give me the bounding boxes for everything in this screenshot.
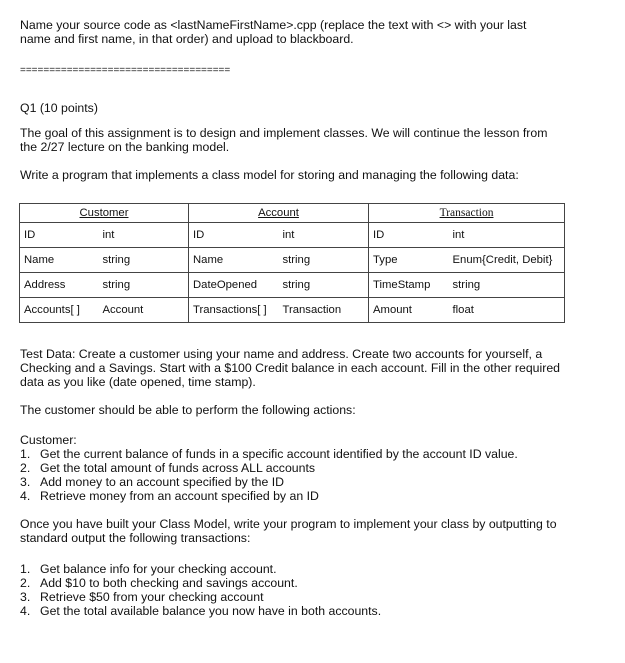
table-cell: Account [99,298,189,323]
table-cell: Name [189,248,279,273]
table-cell: float [449,298,565,323]
actions-intro: The customer should be able to perform the following actions: [20,403,356,417]
header-customer: Customer [20,204,189,223]
list-item: 1. Get the current balance of funds in a specific account identified by the account ID value. [20,447,518,461]
table-cell: string [279,248,369,273]
goal-paragraph: The goal of this assignment is to design and implement classes. We will continue the lesson from the 2/27 lecture on the banking model. [20,126,548,154]
table-cell: int [449,223,565,248]
table-cell: Type [369,248,449,273]
test-data-paragraph: Test Data: Create a customer using your name and address. Create two accounts for yourself, a Checking and a Savings. Start with a $100 Credit balance in each account. Fill in the other required data as you like (date opened, time stamp). [20,347,561,389]
table-cell: string [279,273,369,298]
separator-line: ==================================== [20,65,231,76]
transactions-list [20,562,580,618]
question-title: Q1 (10 points) [20,101,98,115]
table-cell: DateOpened [189,273,279,298]
table-cell: ID [369,223,449,248]
table-row [20,298,565,323]
table-cell: Accounts[ ] [20,298,99,323]
instructions-section [20,347,580,618]
table-cell: ID [20,223,99,248]
table-cell: int [279,223,369,248]
table-cell: Transaction [279,298,369,323]
list-item: 2. Add $10 to both checking and savings account. [20,576,298,590]
list-item: 4. Retrieve money from an account specified by an ID [20,489,319,503]
table-cell: string [99,273,189,298]
list-item: 4. Get the total available balance you now have in both accounts. [20,604,382,618]
header-account: Account [189,204,369,223]
table-cell: Enum{Credit, Debit} [449,248,565,273]
table-row [20,273,565,298]
class-model-table [19,203,565,323]
list-item: 1. Get balance info for your checking account. [20,562,277,576]
table-header-row [20,204,565,223]
table-cell: Transactions[ ] [189,298,279,323]
once-paragraph: Once you have built your Class Model, write your program to implement your class by outputting to standard output the following transactions: [20,517,557,545]
list-item: 3. Add money to an account specified by the ID [20,475,285,489]
list-item: 3. Retrieve $50 from your checking account [20,590,264,604]
table-row [20,223,565,248]
table-cell: string [449,273,565,298]
table-cell: int [99,223,189,248]
table-cell: TimeStamp [369,273,449,298]
customer-title: Customer: [20,433,77,447]
write-paragraph: Write a program that implements a class model for storing and managing the following data: [20,168,519,182]
table-cell: Name [20,248,99,273]
table-cell: Address [20,273,99,298]
table-row [20,248,565,273]
table-cell: string [99,248,189,273]
table-cell: Amount [369,298,449,323]
header-transaction: Transaction [369,204,565,223]
document-body [20,18,590,182]
intro-paragraph: Name your source code as <lastNameFirstName>.cpp (replace the text with <> with your last name and first name, in that order) and upload to blackboard. [20,18,527,46]
table-cell: ID [189,223,279,248]
list-item: 2. Get the total amount of funds across ALL accounts [20,461,316,475]
class-model-table-wrap [19,203,564,323]
customer-actions-list [20,447,580,503]
